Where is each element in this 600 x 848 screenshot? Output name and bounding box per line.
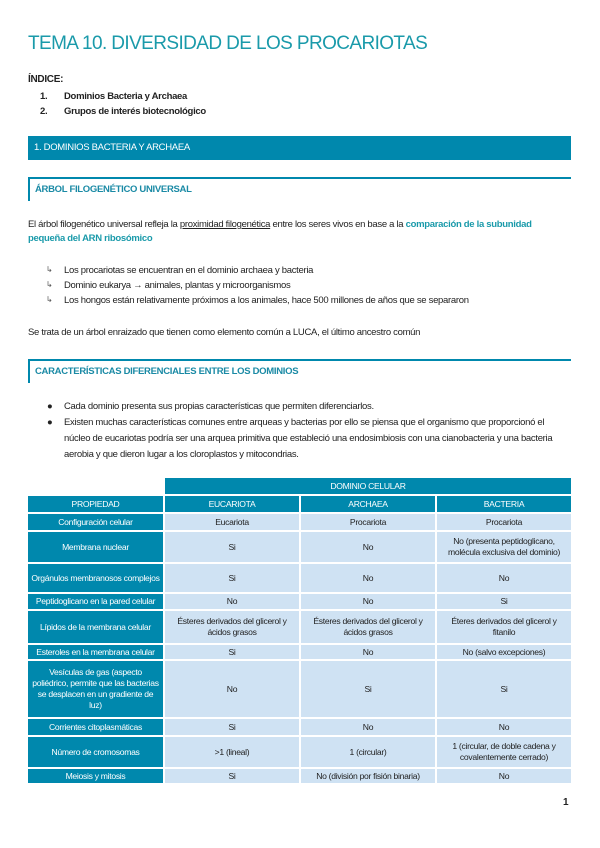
subsection-header: CARACTERÍSTICAS DIFERENCIALES ENTRE LOS DOMINIOS bbox=[28, 359, 571, 383]
value-cell: No bbox=[301, 532, 435, 562]
index-text: Grupos de interés biotecnológico bbox=[64, 106, 206, 117]
value-cell: No bbox=[301, 719, 435, 735]
text: entre los seres vivos en base a la bbox=[270, 219, 406, 230]
property-cell: Membrana nuclear bbox=[28, 532, 163, 562]
property-cell: Esteroles en la membrana celular bbox=[28, 645, 163, 659]
value-cell: Si bbox=[165, 719, 299, 735]
value-cell: No bbox=[437, 769, 571, 783]
bullet-item bbox=[47, 399, 569, 415]
arrow-bullet-icon: ↳ bbox=[46, 295, 53, 304]
property-cell: Lípidos de la membrana celular bbox=[28, 611, 163, 643]
highlighted-text: comparación de la subunidad pequeña del ARN ribosómico bbox=[28, 219, 532, 244]
property-cell: Orgánulos membranosos complejos bbox=[28, 564, 163, 592]
page-title: TEMA 10. DIVERSIDAD DE LOS PROCARIOTAS bbox=[28, 33, 428, 54]
bullet-text: Existen muchas características comunes entre arqueas y bacterias por ello se piensa que el organismo que proporcionó el núcleo de eucariotas podría ser una arquea primitiva que estableció una endosimbiosis con una cianobacteria y una bacteria aerobia y que dieron lugar a los cloroplastos y mitocondrias. bbox=[64, 417, 553, 460]
table-row bbox=[28, 719, 571, 735]
value-cell: 1 (circular) bbox=[301, 737, 435, 767]
table-row bbox=[28, 594, 571, 609]
bullet-text: Cada dominio presenta sus propias características que permiten diferenciarlos. bbox=[64, 401, 374, 412]
index-number: 2. bbox=[40, 106, 48, 117]
list-item bbox=[46, 265, 314, 276]
property-cell: Vesículas de gas (aspecto poliédrico, permite que las bacterias se desplacen en un gradiente de luz) bbox=[28, 661, 163, 717]
bullet-item bbox=[47, 415, 569, 463]
section-header: 1. DOMINIOS BACTERIA Y ARCHAEA bbox=[28, 136, 571, 160]
value-cell: No (división por fisión binaria) bbox=[301, 769, 435, 783]
index-label: ÍNDICE: bbox=[28, 74, 64, 85]
value-cell: Procariota bbox=[437, 514, 571, 530]
property-cell: Peptidoglicano en la pared celular bbox=[28, 594, 163, 609]
domains-table bbox=[26, 476, 573, 785]
value-cell: No bbox=[437, 564, 571, 592]
value-cell: 1 (circular, de doble cadena y covalentemente cerrado) bbox=[437, 737, 571, 767]
list-text: Los hongos están relativamente próximos a los animales, hace 500 millones de años que se separaron bbox=[64, 295, 469, 306]
value-cell: No bbox=[301, 594, 435, 609]
list-text: Los procariotas se encuentran en el dominio archaea y bacteria bbox=[64, 265, 314, 276]
bullet-icon: ● bbox=[47, 417, 53, 428]
property-cell: Número de cromosomas bbox=[28, 737, 163, 767]
column-header: ARCHAEA bbox=[301, 496, 435, 512]
index-number: 1. bbox=[40, 91, 48, 102]
property-cell: Meiosis y mitosis bbox=[28, 769, 163, 783]
page-number: 1 bbox=[563, 797, 569, 808]
table-group-header-row bbox=[28, 478, 571, 494]
table-header-row bbox=[28, 496, 571, 512]
value-cell: Si bbox=[301, 661, 435, 717]
value-cell: Si bbox=[165, 564, 299, 592]
value-cell: No (salvo excepciones) bbox=[437, 645, 571, 659]
value-cell: No bbox=[165, 594, 299, 609]
table-row bbox=[28, 532, 571, 562]
bullet-icon: ● bbox=[47, 401, 53, 412]
value-cell: No bbox=[437, 719, 571, 735]
value-cell: >1 (lineal) bbox=[165, 737, 299, 767]
index-text: Dominios Bacteria y Archaea bbox=[64, 91, 188, 102]
value-cell: No (presenta peptidoglicano, molécula exclusiva del dominio) bbox=[437, 532, 571, 562]
table-row bbox=[28, 564, 571, 592]
value-cell: Éteres derivados del glicerol y fitanilo bbox=[437, 611, 571, 643]
value-cell: No bbox=[301, 645, 435, 659]
subsection-header: ÁRBOL FILOGENÉTICO UNIVERSAL bbox=[28, 177, 571, 201]
arrow-bullet-icon: ↳ bbox=[46, 280, 53, 289]
column-header: PROPIEDAD bbox=[28, 496, 163, 512]
column-header: BACTERIA bbox=[437, 496, 571, 512]
paragraph bbox=[28, 218, 568, 246]
column-header: EUCARIOTA bbox=[165, 496, 299, 512]
value-cell: Si bbox=[165, 532, 299, 562]
paragraph: Se trata de un árbol enraizado que tienen como elemento común a LUCA, el último ancestro común bbox=[28, 327, 421, 338]
empty-cell bbox=[28, 478, 163, 494]
value-cell: Ésteres derivados del glicerol y ácidos grasos bbox=[165, 611, 299, 643]
value-cell: Si bbox=[437, 661, 571, 717]
arrow-bullet-icon: ↳ bbox=[46, 265, 53, 274]
group-header: DOMINIO CELULAR bbox=[165, 478, 571, 494]
list-item bbox=[46, 280, 291, 291]
table-row bbox=[28, 514, 571, 530]
value-cell: Si bbox=[165, 645, 299, 659]
value-cell: Procariota bbox=[301, 514, 435, 530]
value-cell: Si bbox=[165, 769, 299, 783]
table-row bbox=[28, 769, 571, 783]
property-cell: Corrientes citoplasmáticas bbox=[28, 719, 163, 735]
value-cell: Ésteres derivados del glicerol y ácidos grasos bbox=[301, 611, 435, 643]
table-row bbox=[28, 611, 571, 643]
underlined-text: proximidad filogenética bbox=[179, 219, 271, 230]
list-item bbox=[46, 295, 469, 306]
value-cell: No bbox=[301, 564, 435, 592]
list-text: Dominio eukarya → animales, plantas y microorganismos bbox=[64, 280, 291, 291]
table-row bbox=[28, 645, 571, 659]
value-cell: No bbox=[165, 661, 299, 717]
table-row bbox=[28, 737, 571, 767]
value-cell: Eucariota bbox=[165, 514, 299, 530]
table-row bbox=[28, 661, 571, 717]
property-cell: Configuración celular bbox=[28, 514, 163, 530]
text: El árbol filogenético universal refleja la bbox=[28, 219, 180, 230]
value-cell: Si bbox=[437, 594, 571, 609]
